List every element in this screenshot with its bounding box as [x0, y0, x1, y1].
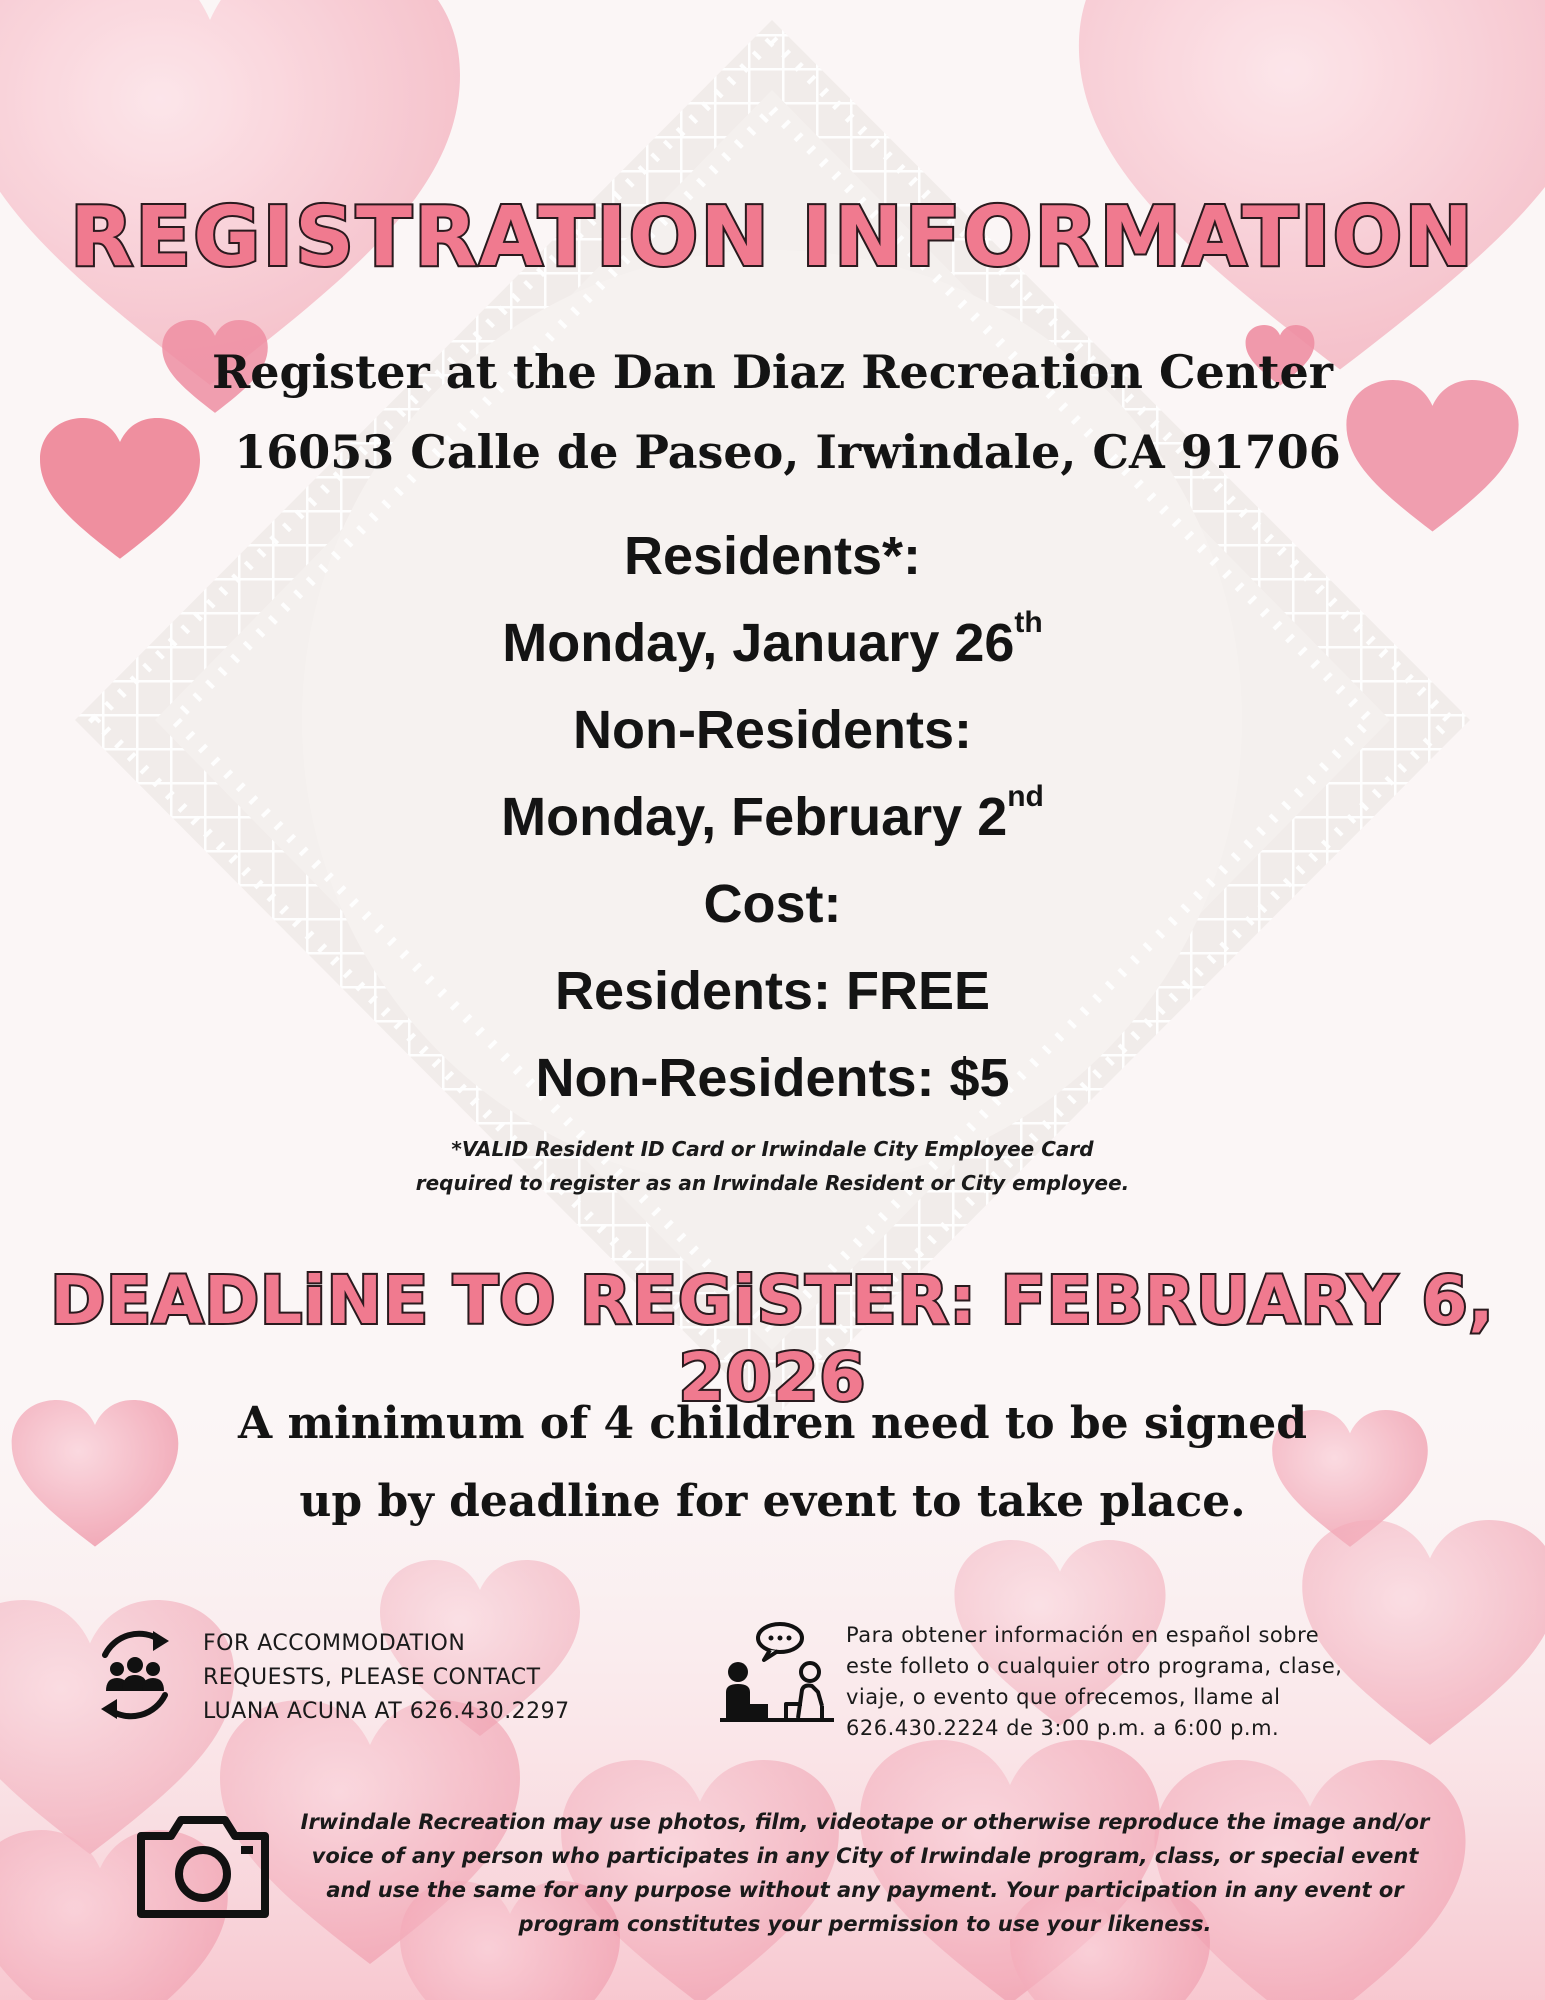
nonresidents-date-suffix: nd: [1007, 780, 1044, 813]
deadline-heading: DEADLiNE TO REGiSTER: FEBRUARY 6, 2026: [50, 1262, 1495, 1416]
cost-label: Cost:: [703, 874, 842, 934]
spanish-line-2: este folleto o cualquier otro programa, clase,: [846, 1654, 1343, 1678]
photo-line-4: program constitutes your permission to use your likeness.: [518, 1912, 1212, 1936]
nonresidents-date: [0, 780, 1545, 848]
spanish-line-1: Para obtener información en español sobre: [846, 1623, 1320, 1647]
group-people-cycle-icon: [85, 1625, 185, 1725]
nonresidents-date-text: Monday, February 2: [501, 787, 1008, 847]
note-line-2: required to register as an Irwindale Resident or City employee.: [415, 1171, 1130, 1195]
minimum-requirement: [0, 1385, 1545, 1541]
photo-release-notice: [280, 1805, 1450, 1941]
resident-id-note: [0, 1132, 1545, 1200]
photo-line-2: voice of any person who participates in any City of Irwindale program, class, or special event: [311, 1844, 1419, 1868]
spanish-line-4: 626.430.2224 de 3:00 p.m. a 6:00 p.m.: [846, 1716, 1280, 1740]
conversation-people-icon: [718, 1620, 838, 1732]
note-line-1: *VALID Resident ID Card or Irwindale City Employee Card: [451, 1137, 1094, 1161]
photo-line-1: Irwindale Recreation may use photos, film, videotape or otherwise reproduce the image and/or: [300, 1810, 1430, 1834]
residents-date-suffix: th: [1014, 606, 1043, 639]
accommodation-line-2: REQUESTS, PLEASE CONTACT: [203, 1665, 541, 1690]
nonresidents-label: Non-Residents:: [572, 700, 972, 760]
accommodation-contact: [203, 1627, 663, 1729]
accommodation-line-3: LUANA ACUNA AT 626.430.2297: [203, 1699, 570, 1724]
camera-icon: [133, 1812, 273, 1922]
cost-residents: Residents: FREE: [554, 961, 991, 1021]
spanish-line-3: viaje, o evento que ofrecemos, llame al: [846, 1685, 1281, 1709]
registration-location: Register at the Dan Diaz Recreation Center: [211, 345, 1334, 399]
residents-date-text: Monday, January 26: [502, 613, 1015, 673]
accommodation-line-1: FOR ACCOMMODATION: [203, 1631, 466, 1656]
page-title: REGISTRATION INFORMATION: [69, 190, 1475, 285]
residents-date: [0, 606, 1545, 674]
minimum-line-2: up by deadline for event to take place.: [299, 1476, 1246, 1527]
cost-nonresidents: Non-Residents: $5: [535, 1048, 1010, 1108]
photo-line-3: and use the same for any purpose without any payment. Your participation in any event or: [326, 1878, 1404, 1902]
residents-label: Residents*:: [623, 526, 922, 586]
minimum-line-1: A minimum of 4 children need to be signed: [238, 1398, 1307, 1449]
registration-address: 16053 Calle de Paseo, Irwindale, CA 91706: [234, 425, 1341, 479]
spanish-info: [846, 1620, 1466, 1744]
